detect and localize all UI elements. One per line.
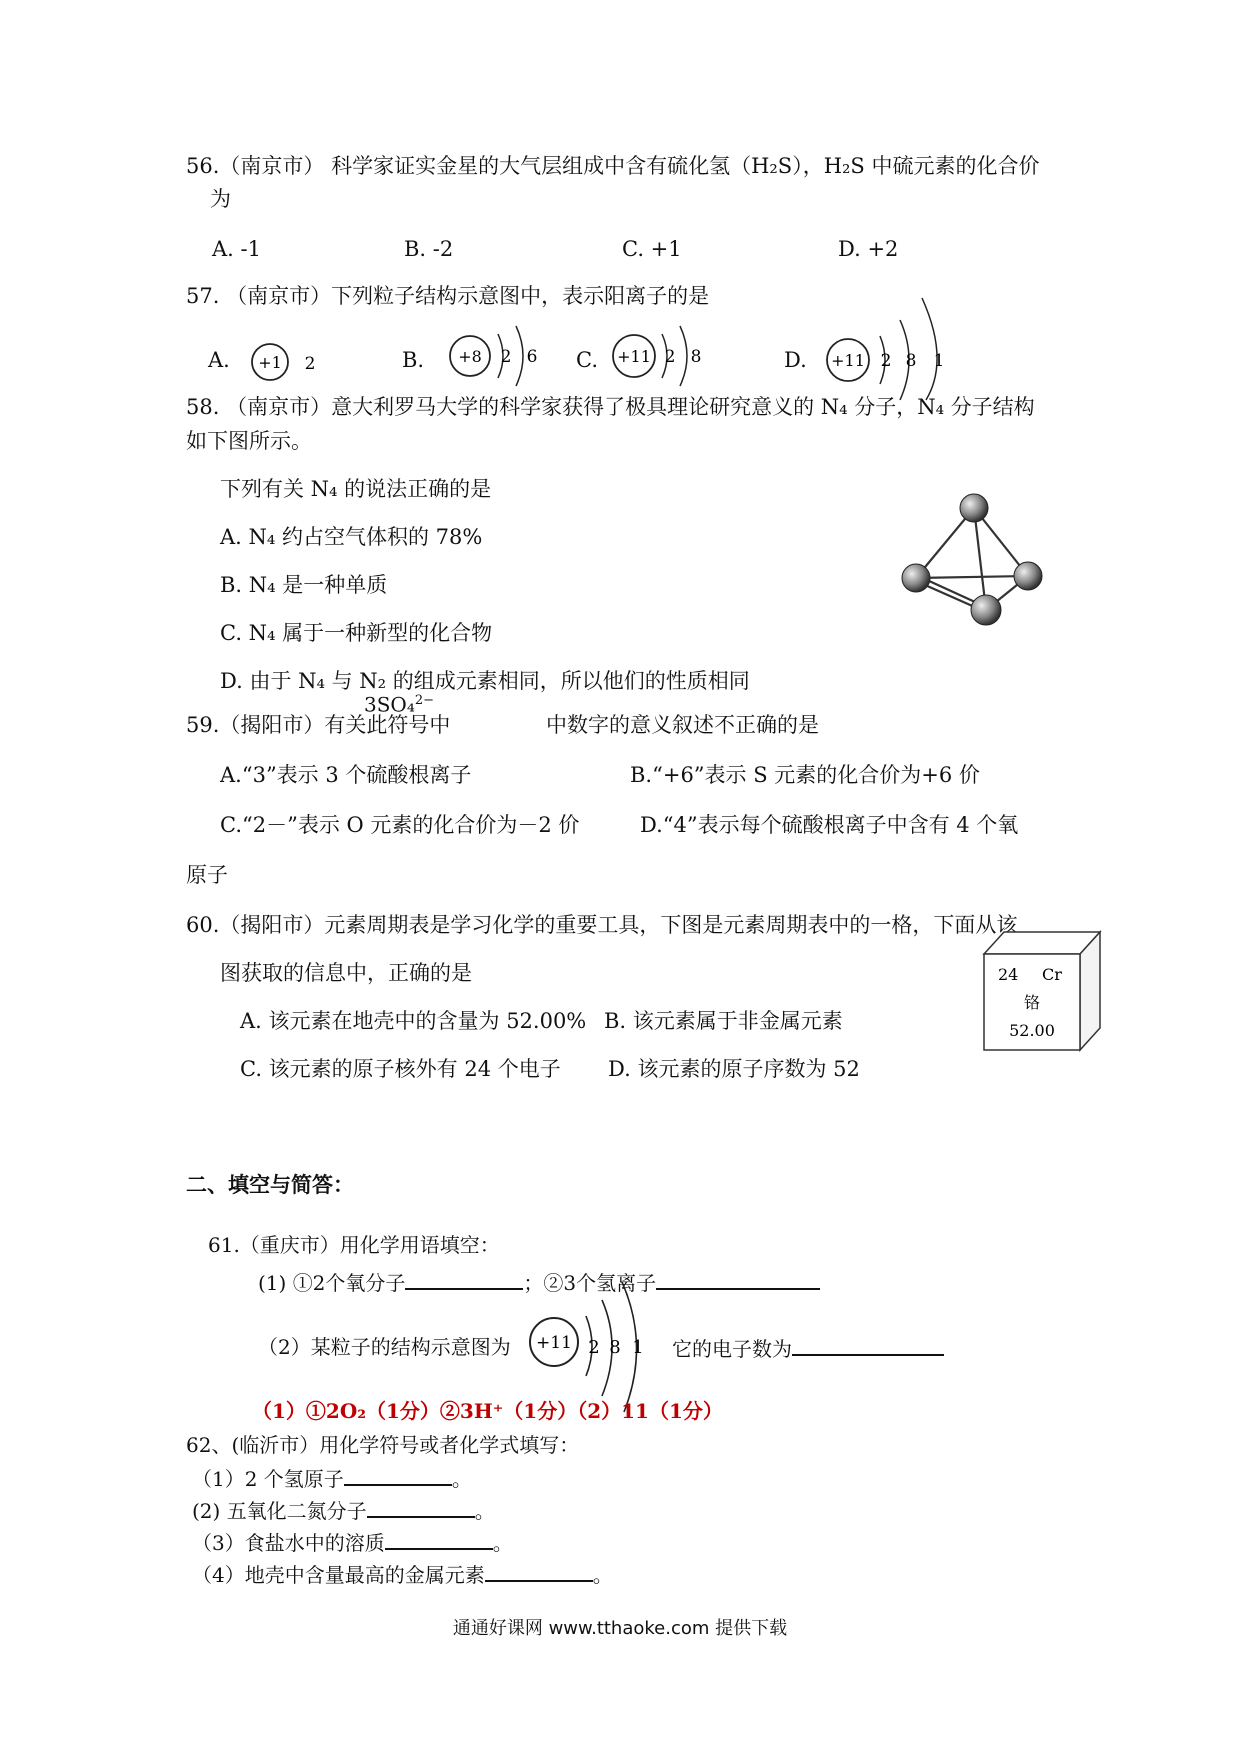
q58-option-a: A. N₄ 约占空气体积的 78%	[220, 525, 483, 549]
q62-blank-2[interactable]	[367, 1496, 475, 1518]
q61-blank-1[interactable]	[405, 1268, 523, 1290]
q60-stem-line2: 图获取的信息中，正确的是	[220, 961, 472, 985]
q61-answer: （1）①2O₂（1分）②3H⁺（1分）（2）11（1分）	[252, 1399, 723, 1423]
q61-nucleus: +11	[536, 1333, 572, 1353]
q61-atom-diagram	[524, 1276, 654, 1416]
q62-item-1: （1）2 个氢原子 。	[192, 1464, 472, 1492]
n4-molecule-diagram	[894, 488, 1054, 628]
cell-name: 铬	[1023, 993, 1041, 1012]
q59-option-d: D.“4”表示每个硫酸根离子中含有 4 个氧	[640, 813, 1019, 837]
cell-symbol: Cr	[1042, 965, 1062, 984]
q58-stem-line1: 58. （南京市）意大利罗马大学的科学家获得了极具理论研究意义的 N₄ 分子，N₄ 分子结构	[186, 395, 1035, 419]
q62-blank-3[interactable]	[385, 1528, 493, 1550]
q57-b-nucleus: +8	[458, 347, 482, 366]
q58-option-d: D. 由于 N₄ 与 N₂ 的组成元素相同，所以他们的性质相同	[220, 669, 750, 693]
q60-option-b: B. 该元素属于非金属元素	[604, 1009, 843, 1033]
q62-blank-1[interactable]	[344, 1464, 452, 1486]
q56-option-b: B. -2	[404, 237, 454, 261]
q61-shell-3: 1	[632, 1337, 644, 1358]
q57-a-shell-1: 2	[304, 354, 316, 374]
q61-blank-3[interactable]	[792, 1334, 944, 1356]
q61-stem: 61.（重庆市）用化学用语填空：	[208, 1233, 500, 1257]
q57-b-shell-2: 6	[526, 347, 538, 367]
q61-part1-a: (1) ①2个氧分子	[258, 1271, 406, 1295]
q62-item-4: （4）地壳中含量最高的金属元素 。	[192, 1560, 613, 1588]
q57-option-d-label: D.	[784, 348, 807, 372]
q59-option-c: C.“2－”表示 O 元素的化合价为－2 价	[220, 813, 580, 837]
q60-option-a: A. 该元素在地壳中的含量为 52.00%	[240, 1009, 587, 1033]
q57-c-shell-1: 2	[664, 347, 676, 367]
q62-item-2: (2) 五氧化二氮分子 。	[192, 1496, 495, 1524]
q56-stem-line2: 为	[210, 187, 231, 211]
q56-stem-line1: 56.（南京市） 科学家证实金星的大气层组成中含有硫化氢（H₂S），H₂S 中硫元素的化合价	[186, 154, 1040, 178]
q57-a-nucleus: +1	[258, 353, 282, 372]
q57-c-nucleus: +11	[617, 347, 651, 366]
q57-d-shell-1: 2	[880, 351, 892, 371]
cell-atomic-number: 24	[998, 965, 1019, 984]
section-2-title: 二、填空与简答：	[186, 1173, 354, 1197]
q57-d-nucleus: +11	[831, 351, 865, 370]
q62-item-3: （3）食盐水中的溶质 。	[192, 1528, 513, 1556]
q60-option-c: C. 该元素的原子核外有 24 个电子	[240, 1057, 561, 1081]
q60-stem-line1: 60.（揭阳市）元素周期表是学习化学的重要工具，下图是元素周期表中的一格，下面从该	[186, 913, 1018, 937]
q61-part2-a: （2）某粒子的结构示意图为	[258, 1335, 511, 1359]
q59-stem-a: 59.（揭阳市）有关此符号中	[186, 713, 451, 737]
q59-option-b: B.“+6”表示 S 元素的化合价为+6 价	[630, 763, 980, 787]
q57-stem: 57. （南京市）下列粒子结构示意图中，表示阳离子的是	[186, 284, 710, 308]
q59-symbol: 3SO₄$^{2-}$	[364, 692, 435, 717]
q58-option-c: C. N₄ 属于一种新型的化合物	[220, 621, 493, 645]
q57-option-b-atom-diagram	[446, 318, 556, 394]
q56-option-c: C. +1	[622, 237, 682, 261]
q59-option-d-continuation: 原子	[186, 863, 228, 887]
q62-stem: 62、(临沂市）用化学符号或者化学式填写：	[186, 1433, 580, 1457]
q58-substem: 下列有关 N₄ 的说法正确的是	[220, 477, 492, 501]
cell-mass: 52.00	[1009, 1021, 1055, 1040]
q57-d-shell-3: 1	[933, 351, 945, 371]
q61-part2-b-text: 它的电子数为	[672, 1337, 792, 1361]
q60-option-d: D. 该元素的原子序数为 52	[608, 1057, 860, 1081]
periodic-table-cell	[984, 928, 1100, 1054]
q57-option-b-label: B.	[402, 348, 425, 372]
q61-shell-2: 8	[609, 1337, 621, 1358]
q59-stem-b: 中数字的意义叙述不正确的是	[546, 713, 819, 737]
q61-blank-2[interactable]	[656, 1268, 820, 1290]
q57-option-c-label: C.	[576, 348, 598, 372]
q58-option-b: B. N₄ 是一种单质	[220, 573, 388, 597]
q57-option-a-label: A.	[208, 348, 230, 372]
q57-c-shell-2: 8	[690, 347, 702, 367]
page-footer: 通通好课网 www.tthaoke.com 提供下载	[452, 1618, 788, 1639]
q56-option-d: D. +2	[838, 237, 899, 261]
q59-option-a: A.“3”表示 3 个硫酸根离子	[220, 763, 472, 787]
q58-stem-line2: 如下图所示。	[186, 429, 312, 453]
q61-part1-b: ；②3个氢离子	[523, 1271, 657, 1295]
q61-shell-1: 2	[588, 1337, 600, 1358]
q57-option-d-atom-diagram	[822, 292, 962, 402]
q62-blank-4[interactable]	[485, 1560, 593, 1582]
q57-option-c-atom-diagram	[608, 318, 718, 394]
q57-d-shell-2: 8	[905, 351, 917, 371]
q61-part2-b	[672, 1334, 944, 1362]
q57-option-a-atom-diagram	[248, 336, 338, 392]
q57-b-shell-1: 2	[500, 347, 512, 367]
q56-option-a: A. -1	[212, 237, 261, 261]
